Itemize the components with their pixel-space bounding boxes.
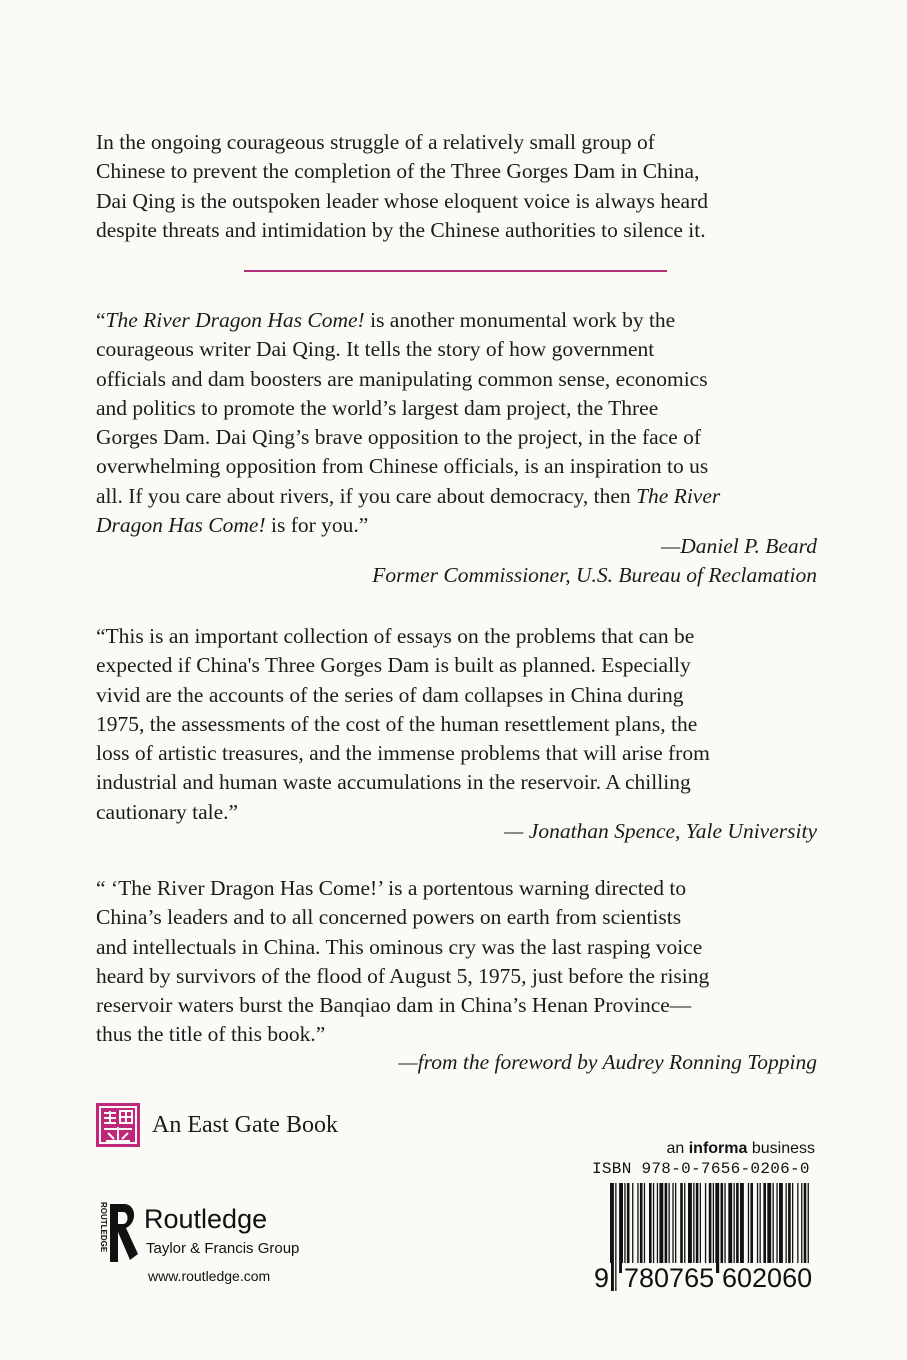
barcode-bar bbox=[659, 1183, 663, 1273]
attribution-name: —from the foreword by Audrey Ronning Topping bbox=[398, 1050, 817, 1074]
barcode-bar bbox=[724, 1183, 725, 1273]
barcode-bar bbox=[734, 1183, 735, 1273]
quote-line: courageous writer Dai Qing. It tells the story of how government bbox=[96, 337, 655, 362]
publisher-name: Routledge bbox=[144, 1204, 268, 1234]
barcode-bar bbox=[637, 1183, 638, 1273]
publisher-group: Taylor & Francis Group bbox=[146, 1240, 300, 1257]
barcode-bar bbox=[700, 1183, 701, 1273]
intro-line: Chinese to prevent the completion of the Three Gorges Dam in China, bbox=[96, 159, 700, 184]
barcode-bar bbox=[619, 1183, 623, 1273]
barcode-group-right: 602060 bbox=[722, 1263, 813, 1293]
quote-line: and intellectuals in China. This ominous cry was the last rasping voice bbox=[96, 934, 703, 959]
attribution-name: — Jonathan Spence, Yale University bbox=[504, 819, 817, 843]
east-gate-imprint bbox=[96, 1102, 338, 1148]
quote-text: is another monumental work by the bbox=[364, 308, 676, 332]
attribution-beard bbox=[372, 532, 817, 591]
barcode-bar bbox=[801, 1183, 802, 1273]
quote-line: vivid are the accounts of the series of dam collapses in China during bbox=[96, 682, 684, 707]
barcode-bar bbox=[728, 1183, 732, 1273]
barcode-bar bbox=[649, 1183, 652, 1273]
quote-line: reservoir waters burst the Banqiao dam in China’s Henan Province— bbox=[96, 993, 692, 1018]
quote-text: all. If you care about rivers, if you care about democracy, then bbox=[96, 483, 637, 508]
barcode-bar bbox=[665, 1183, 668, 1273]
barcode-bar bbox=[792, 1183, 793, 1273]
barcode-bar bbox=[644, 1183, 645, 1273]
quote-line: Gorges Dam. Dai Qing’s brave opposition to the project, in the face of bbox=[96, 425, 702, 450]
barcode-bar bbox=[675, 1183, 676, 1273]
quote-line: 1975, the assessments of the cost of the human resettlement plans, the bbox=[96, 711, 698, 736]
attribution-name: —Daniel P. Beard bbox=[661, 534, 817, 558]
intro-line: Dai Qing is the outspoken leader whose eloquent voice is always heard bbox=[96, 188, 708, 213]
informa-tagline bbox=[666, 1140, 815, 1158]
open-quote: “ bbox=[96, 308, 106, 332]
barcode-bar bbox=[773, 1183, 774, 1273]
barcode-bar bbox=[688, 1183, 692, 1273]
barcode-bar bbox=[757, 1183, 758, 1273]
barcode-first-digit: 9 bbox=[594, 1263, 610, 1293]
quote-line: China’s leaders and to all concerned powers on earth from scientists bbox=[96, 905, 682, 930]
quote-line: “This is an important collection of essays on the problems that can be bbox=[96, 624, 695, 648]
quote-line bbox=[96, 306, 820, 335]
barcode-bar bbox=[715, 1183, 719, 1273]
barcode-bar bbox=[669, 1183, 670, 1273]
divider-rule bbox=[244, 270, 667, 272]
intro-line: In the ongoing courageous struggle of a relatively small group of bbox=[96, 130, 655, 154]
routledge-r-icon bbox=[108, 1202, 142, 1269]
barcode-bar bbox=[763, 1183, 766, 1273]
barcode-bar bbox=[684, 1183, 685, 1273]
quote-line: heard by survivors of the flood of August 5, 1975, just before the rising bbox=[96, 963, 710, 988]
quote-text: is for you.” bbox=[265, 513, 369, 538]
barcode-bar bbox=[779, 1183, 783, 1273]
informa-brand: informa bbox=[688, 1140, 748, 1157]
quote-topping bbox=[96, 874, 820, 1050]
intro-line: despite threats and intimidation by the Chinese authorities to silence it. bbox=[96, 217, 706, 242]
barcode-bar bbox=[760, 1183, 761, 1273]
publisher-vertical-wordmark: ROUTLEDGE bbox=[99, 1202, 108, 1253]
quote-beard bbox=[96, 306, 820, 540]
barcode-bar bbox=[776, 1183, 777, 1273]
barcode-bar bbox=[705, 1183, 706, 1273]
quote-line: “ ‘The River Dragon Has Come!’ is a portentous warning directed to bbox=[96, 876, 687, 900]
informa-prefix: an bbox=[666, 1140, 689, 1157]
barcode-bar bbox=[721, 1183, 724, 1273]
attribution-topping bbox=[399, 1048, 817, 1077]
quote-line: cautionary tale.” bbox=[96, 799, 239, 824]
east-gate-label: An East Gate Book bbox=[152, 1111, 338, 1138]
barcode-bar bbox=[653, 1183, 654, 1273]
quote-line: officials and dam boosters are manipulating common sense, economics bbox=[96, 366, 708, 391]
informa-suffix: business bbox=[747, 1140, 815, 1157]
barcode-digits bbox=[592, 1263, 824, 1293]
barcode-bar bbox=[624, 1183, 625, 1273]
attribution-role: Former Commissioner, U.S. Bureau of Reclamation bbox=[372, 563, 817, 588]
barcode-bar bbox=[640, 1183, 643, 1273]
quote-line: industrial and human waste accumulations in the reservoir. A chilling bbox=[96, 770, 691, 795]
barcode-bar bbox=[680, 1183, 683, 1273]
barcode-bar bbox=[657, 1183, 658, 1273]
east-gate-logo-icon bbox=[96, 1103, 140, 1147]
quote-line bbox=[96, 482, 820, 511]
quote-line: overwhelming opposition from Chinese officials, is an inspiration to us bbox=[96, 454, 709, 479]
barcode-bar bbox=[696, 1183, 699, 1273]
book-title: The River bbox=[636, 483, 721, 508]
barcode-bar bbox=[788, 1183, 791, 1273]
book-title: The River Dragon Has Come! bbox=[105, 308, 365, 332]
publisher-url: www.routledge.com bbox=[148, 1268, 271, 1284]
barcode-group-left: 780765 bbox=[624, 1263, 715, 1293]
quote-line: thus the title of this book.” bbox=[96, 1022, 326, 1047]
book-title: Dragon Has Come! bbox=[96, 513, 266, 538]
barcode-bar bbox=[627, 1183, 630, 1273]
barcode-bar bbox=[693, 1183, 694, 1273]
quote-line: loss of artistic treasures, and the immense problems that will arise from bbox=[96, 741, 710, 766]
intro-paragraph bbox=[96, 128, 820, 245]
barcode-bar bbox=[672, 1183, 673, 1273]
quote-line: expected if China's Three Gorges Dam is built as planned. Especially bbox=[96, 653, 691, 678]
barcode-bar bbox=[767, 1183, 771, 1273]
barcode-bar bbox=[632, 1183, 633, 1273]
barcode-bar bbox=[736, 1183, 739, 1273]
barcode-bar bbox=[740, 1183, 744, 1273]
barcode-bar bbox=[786, 1183, 787, 1273]
publisher-logo bbox=[94, 1202, 354, 1272]
barcode-bar bbox=[748, 1183, 749, 1273]
quote-line: and politics to promote the world’s largest dam project, the Three bbox=[96, 395, 659, 420]
attribution-spence bbox=[504, 817, 817, 846]
barcode-bar bbox=[750, 1183, 753, 1273]
quote-spence bbox=[96, 622, 820, 827]
barcode-bar bbox=[797, 1183, 798, 1273]
isbn-text: ISBN 978-0-7656-0206-0 bbox=[592, 1160, 810, 1178]
barcode-bar bbox=[713, 1183, 714, 1273]
